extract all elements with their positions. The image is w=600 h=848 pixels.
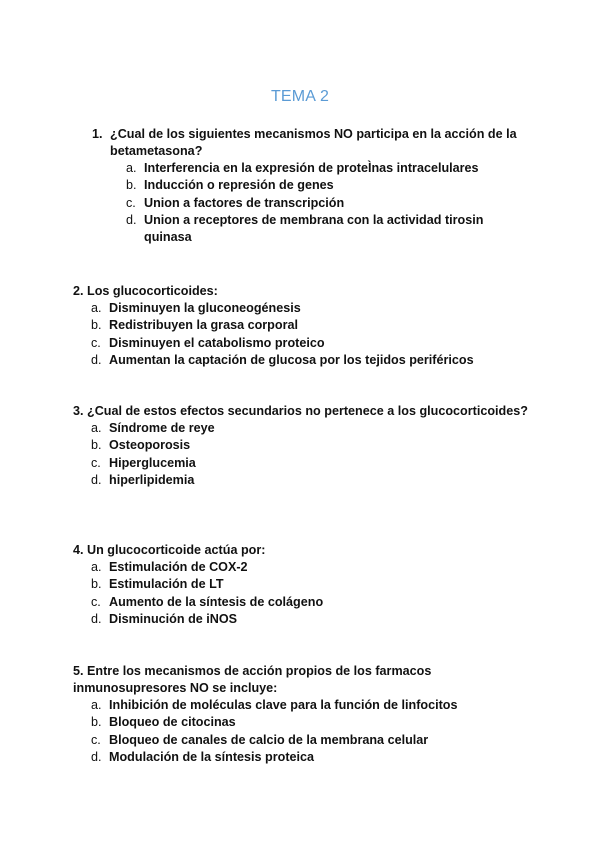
option-c xyxy=(91,335,533,352)
question-2 xyxy=(73,283,533,369)
question-number: 1. xyxy=(92,127,103,141)
option-b xyxy=(126,177,532,194)
option-d xyxy=(91,352,533,369)
option-text: Hiperglucemia xyxy=(109,455,196,470)
option-text: Aumento de la síntesis de colágeno xyxy=(109,594,324,609)
question-text: 4. Un glucocorticoide actúa por: xyxy=(73,543,266,557)
option-c xyxy=(91,455,533,472)
option-b xyxy=(91,437,533,454)
option-letter: d. xyxy=(91,749,102,764)
option-c xyxy=(91,594,533,611)
option-d xyxy=(126,212,532,247)
option-text: Inhibición de moléculas clave para la función de linfocitos xyxy=(109,698,458,712)
option-list xyxy=(91,697,533,766)
option-a xyxy=(126,160,532,177)
option-text: Inducción o represión de genes xyxy=(144,178,334,193)
question-4 xyxy=(73,542,533,628)
question-stem xyxy=(73,663,533,697)
option-letter: b. xyxy=(91,318,102,333)
option-a xyxy=(91,300,533,317)
option-text: Síndrome de reye xyxy=(109,421,215,435)
option-d xyxy=(91,611,533,628)
option-d xyxy=(91,749,533,766)
option-letter: d. xyxy=(91,611,102,626)
option-letter: b. xyxy=(126,178,137,193)
option-text: Estimulación de COX-2 xyxy=(109,560,248,574)
option-text: Modulación de la síntesis proteica xyxy=(109,749,315,764)
option-text: Redistribuyen la grasa corporal xyxy=(109,318,298,333)
option-text: Aumentan la captación de glucosa por los tejidos periféricos xyxy=(109,352,474,367)
question-stem xyxy=(73,283,533,300)
option-text: Estimulación de LT xyxy=(109,577,224,592)
option-list xyxy=(91,559,533,628)
option-text: Interferencia en la expresión de proteÌnas intracelulares xyxy=(144,161,479,175)
option-text: Union a factores de transcripción xyxy=(144,195,345,210)
question-1 xyxy=(92,126,532,246)
option-text: Union a receptores de membrana con la actividad tirosin quinasa xyxy=(144,212,484,245)
option-b xyxy=(91,576,533,593)
option-text: Bloqueo de canales de calcio de la membrana celular xyxy=(109,732,429,747)
option-d xyxy=(91,472,533,489)
option-letter: c. xyxy=(91,594,101,609)
question-5 xyxy=(73,663,533,766)
option-letter: a. xyxy=(91,698,102,712)
question-text: ¿Cual de los siguientes mecanismos NO participa en la acción de la betametasona? xyxy=(110,127,517,158)
page-title: TEMA 2 xyxy=(270,88,330,105)
option-text: Disminución de iNOS xyxy=(109,611,238,626)
option-letter: a. xyxy=(91,301,102,315)
question-3 xyxy=(73,403,533,489)
option-letter: d. xyxy=(91,352,102,367)
option-text: Bloqueo de citocinas xyxy=(109,715,236,730)
option-letter: c. xyxy=(91,335,101,350)
option-text: Osteoporosis xyxy=(109,438,191,453)
option-list xyxy=(126,160,532,246)
option-letter: d. xyxy=(126,212,137,227)
option-a xyxy=(91,697,533,714)
option-a xyxy=(91,559,533,576)
question-text: 5. Entre los mecanismos de acción propios de los farmacos inmunosupresores NO se incluye: xyxy=(73,664,432,695)
question-text: 2. Los glucocorticoides: xyxy=(73,284,218,298)
question-stem xyxy=(73,542,533,559)
option-list xyxy=(91,300,533,369)
option-a xyxy=(91,420,533,437)
question-stem xyxy=(92,126,532,160)
option-list xyxy=(91,420,533,489)
option-letter: c. xyxy=(91,455,101,470)
option-letter: c. xyxy=(91,732,101,747)
option-letter: b. xyxy=(91,577,102,592)
option-c xyxy=(91,732,533,749)
question-text: 3. ¿Cual de estos efectos secundarios no pertenece a los glucocorticoides? xyxy=(73,404,528,418)
option-c xyxy=(126,195,532,212)
option-letter: d. xyxy=(91,472,102,487)
question-stem xyxy=(73,403,533,420)
option-letter: b. xyxy=(91,438,102,453)
option-letter: a. xyxy=(91,560,102,574)
option-b xyxy=(91,317,533,334)
option-letter: a. xyxy=(126,161,137,175)
option-letter: a. xyxy=(91,421,102,435)
option-letter: b. xyxy=(91,715,102,730)
option-text: Disminuyen la gluconeogénesis xyxy=(109,301,301,315)
option-text: hiperlipidemia xyxy=(109,472,195,487)
option-letter: c. xyxy=(126,195,136,210)
option-b xyxy=(91,714,533,731)
option-text: Disminuyen el catabolismo proteico xyxy=(109,335,325,350)
